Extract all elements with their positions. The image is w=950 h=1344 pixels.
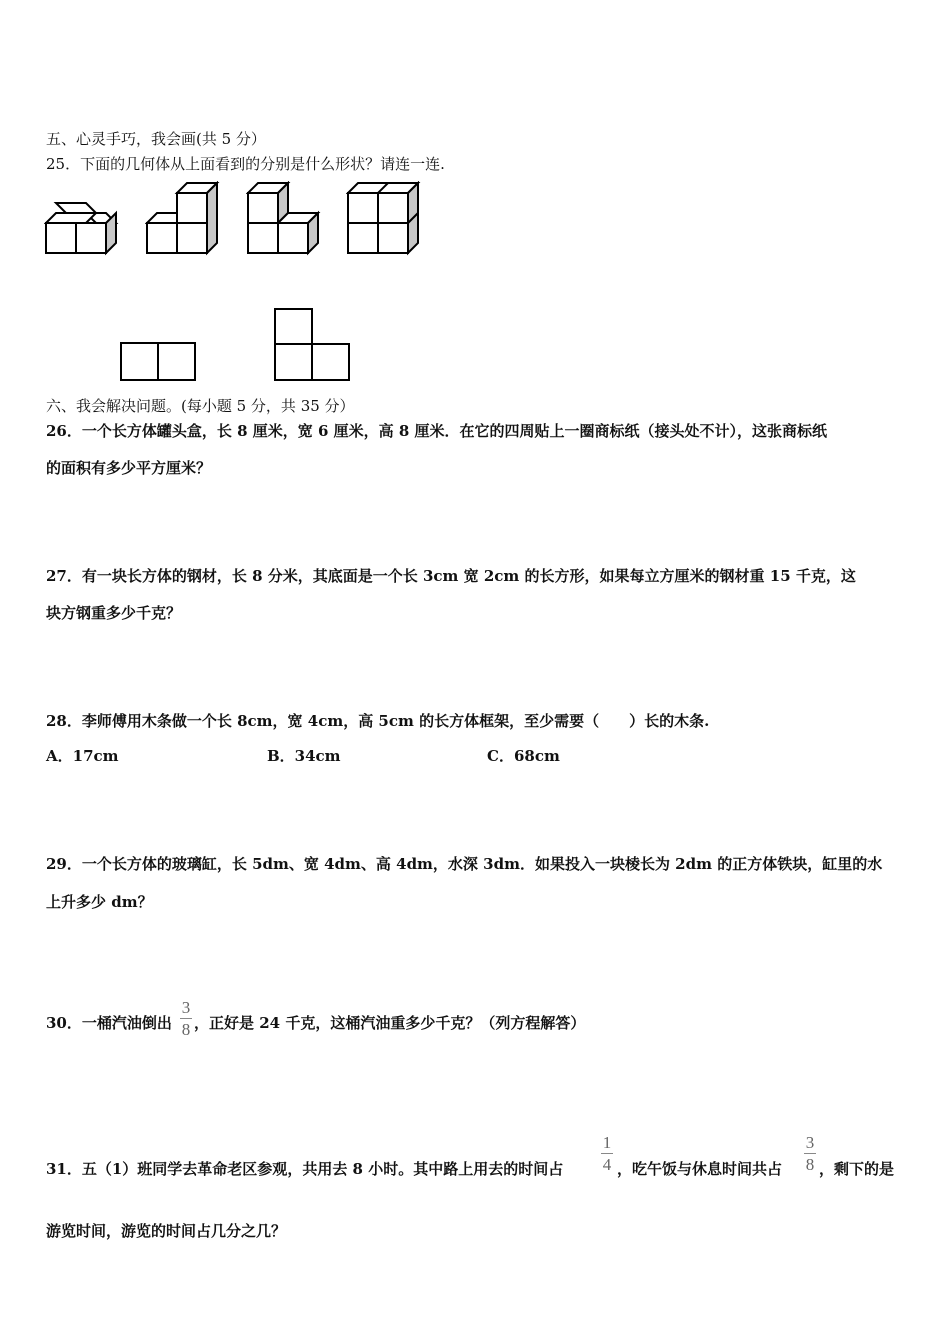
option-c: C．68cm bbox=[487, 747, 560, 765]
section-5-heading: 五、心灵手巧，我会画(共 5 分） bbox=[46, 130, 266, 148]
question-31-fraction-1 bbox=[601, 1134, 613, 1173]
question-27-line-2: 块方钢重多少千克？ bbox=[46, 604, 182, 622]
fraction-denominator: 4 bbox=[602, 1155, 612, 1174]
question-26-line-2: 的面积有多少平方厘米？ bbox=[46, 459, 212, 477]
top-view-l-shape bbox=[273, 307, 353, 382]
question-30-fraction bbox=[180, 999, 192, 1038]
question-30-text-after: ，正好是 24 千克，这桶汽油重多少千克？（列方程解答） bbox=[194, 1014, 586, 1032]
question-31-fraction-2 bbox=[804, 1134, 816, 1173]
solid-figure-3 bbox=[246, 181, 322, 256]
fraction-numerator: 1 bbox=[602, 1133, 612, 1152]
question-31-part-3: ，剩下的是 bbox=[819, 1160, 895, 1178]
question-25: 25．下面的几何体从上面看到的分别是什么形状？请连一连. bbox=[46, 155, 445, 173]
question-27-line-1: 27．有一块长方体的钢材，长 8 分米，其底面是一个长 3cm 宽 2cm 的长方形，如果每立方厘米的钢材重 15 千克，这 bbox=[46, 567, 856, 585]
question-29-line-2: 上升多少 dm？ bbox=[46, 893, 153, 911]
fraction-numerator: 3 bbox=[181, 998, 191, 1017]
top-view-two-squares bbox=[119, 341, 199, 382]
question-28: 28．李师傅用木条做一个长 8cm，宽 4cm，高 5cm 的长方体框架，至少需要（ ）长的木条. bbox=[46, 712, 710, 730]
question-29-line-1: 29．一个长方体的玻璃缸，长 5dm、宽 4dm、高 4dm，水深 3dm．如果投入一块棱长为 2dm 的正方体铁块，缸里的水 bbox=[46, 855, 883, 873]
fraction-denominator: 8 bbox=[805, 1155, 815, 1174]
solid-figure-4 bbox=[346, 181, 422, 256]
question-31-part-2: ，吃午饭与休息时间共占 bbox=[617, 1160, 783, 1178]
question-26-line-1: 26．一个长方体罐头盒，长 8 厘米，宽 6 厘米，高 8 厘米．在它的四周贴上一圈商标纸（接头处不计），这张商标纸 bbox=[46, 422, 828, 440]
solid-figure-1 bbox=[44, 200, 120, 256]
fraction-numerator: 3 bbox=[805, 1133, 815, 1152]
fraction-denominator: 8 bbox=[181, 1020, 191, 1039]
option-b: B．34cm bbox=[267, 747, 341, 765]
option-a: A．17cm bbox=[46, 747, 119, 765]
solid-figure-2 bbox=[145, 181, 221, 256]
question-31-part-1: 31．五（1）班同学去革命老区参观，共用去 8 小时。其中路上用去的时间占 bbox=[46, 1160, 564, 1178]
question-31-line-2: 游览时间，游览的时间占几分之几？ bbox=[46, 1222, 287, 1240]
question-30-text-before: 30．一桶汽油倒出 bbox=[46, 1014, 172, 1032]
section-6-heading: 六、我会解决问题。(每小题 5 分，共 35 分） bbox=[46, 397, 355, 415]
